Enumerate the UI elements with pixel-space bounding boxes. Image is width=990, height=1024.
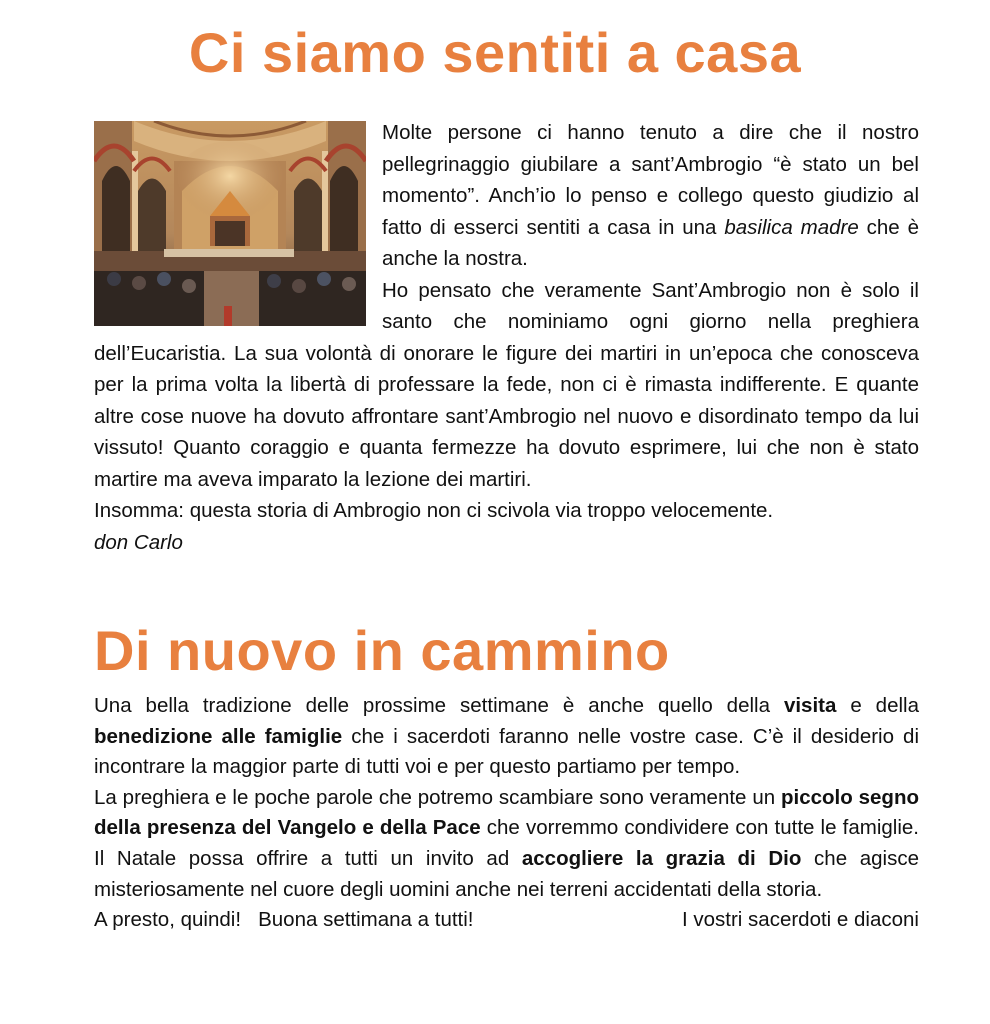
text-run: che i sacerdoti faranno nelle vostre case. C’è il desiderio di incontrare la maggior parte di tutti voi e per questo partiamo per tempo. (94, 724, 919, 779)
text-run: Molte persone ci hanno tenuto a dire che il nostro pellegrinaggio giubilare a sant’Ambrogio “è stato un bel momento”. Anch’io lo penso e collego questo giudizio al fatto di esserci sentiti a casa in una (382, 121, 919, 239)
article-2-body (94, 691, 919, 936)
text-run: che agisce misteriosamente nel cuore degli uomini anche nei terreni accidentati della storia. (94, 846, 919, 901)
bold-text: benedizione alle famiglie (94, 724, 343, 748)
closing-greeting: A presto, quindi! Buona settimana a tutti! (94, 908, 474, 932)
basilica-photo (94, 121, 366, 326)
article-2-paragraph-1 (94, 691, 919, 783)
article-title-1: Ci siamo sentiti a casa (188, 21, 802, 84)
text-run: Una bella tradizione delle prossime settimane è anche quello della (94, 694, 784, 717)
closing-signature: I vostri sacerdoti e diaconi (681, 908, 919, 932)
bold-text: accogliere la grazia di Dio (521, 846, 802, 870)
article-1-signature (94, 527, 919, 559)
signature-text: don Carlo (94, 530, 183, 554)
text-run: e della (836, 694, 919, 717)
closing-row (94, 905, 919, 936)
article-1-paragraph-2: Ho pensato che veramente Sant’Ambrogio non è solo il santo che nominiamo ogni giorno nella preghiera dell’Eucaristia. La sua volontà di onorare le figure dei martiri in un’epoca che conosceva per la prima volta la libertà di professare la fede, non ci è rimasta indifferente. E quante altre cose nuove ha dovuto affrontare sant’Ambrogio nel nuovo e disordinato tempo da lui vissuto! Quanto coraggio e quanta fermezze ha dovuto esprimere, lui che non è stato martire ma aveva imparato la lezione dei martiri. (94, 278, 919, 491)
text-run: La preghiera e le poche parole che potremo scambiare sono veramente un (94, 785, 781, 809)
article-title-2: Di nuovo in cammino (94, 619, 670, 682)
text-run: che vorremmo condividere con tutte le famiglie. Il Natale possa offrire a tutti un invito ad (94, 816, 919, 870)
bold-text: visita (783, 694, 837, 717)
italic-text: basilica madre (724, 215, 859, 239)
article-1-paragraph-3: Insomma: questa storia di Ambrogio non ci scivola via troppo velocemente. (94, 499, 774, 522)
text-run: che è anche la nostra. (382, 215, 919, 270)
bold-text: piccolo segno della presenza del Vangelo e della Pace (94, 785, 919, 840)
article-1-body (94, 117, 919, 558)
article-2-paragraph-2 (94, 783, 919, 905)
